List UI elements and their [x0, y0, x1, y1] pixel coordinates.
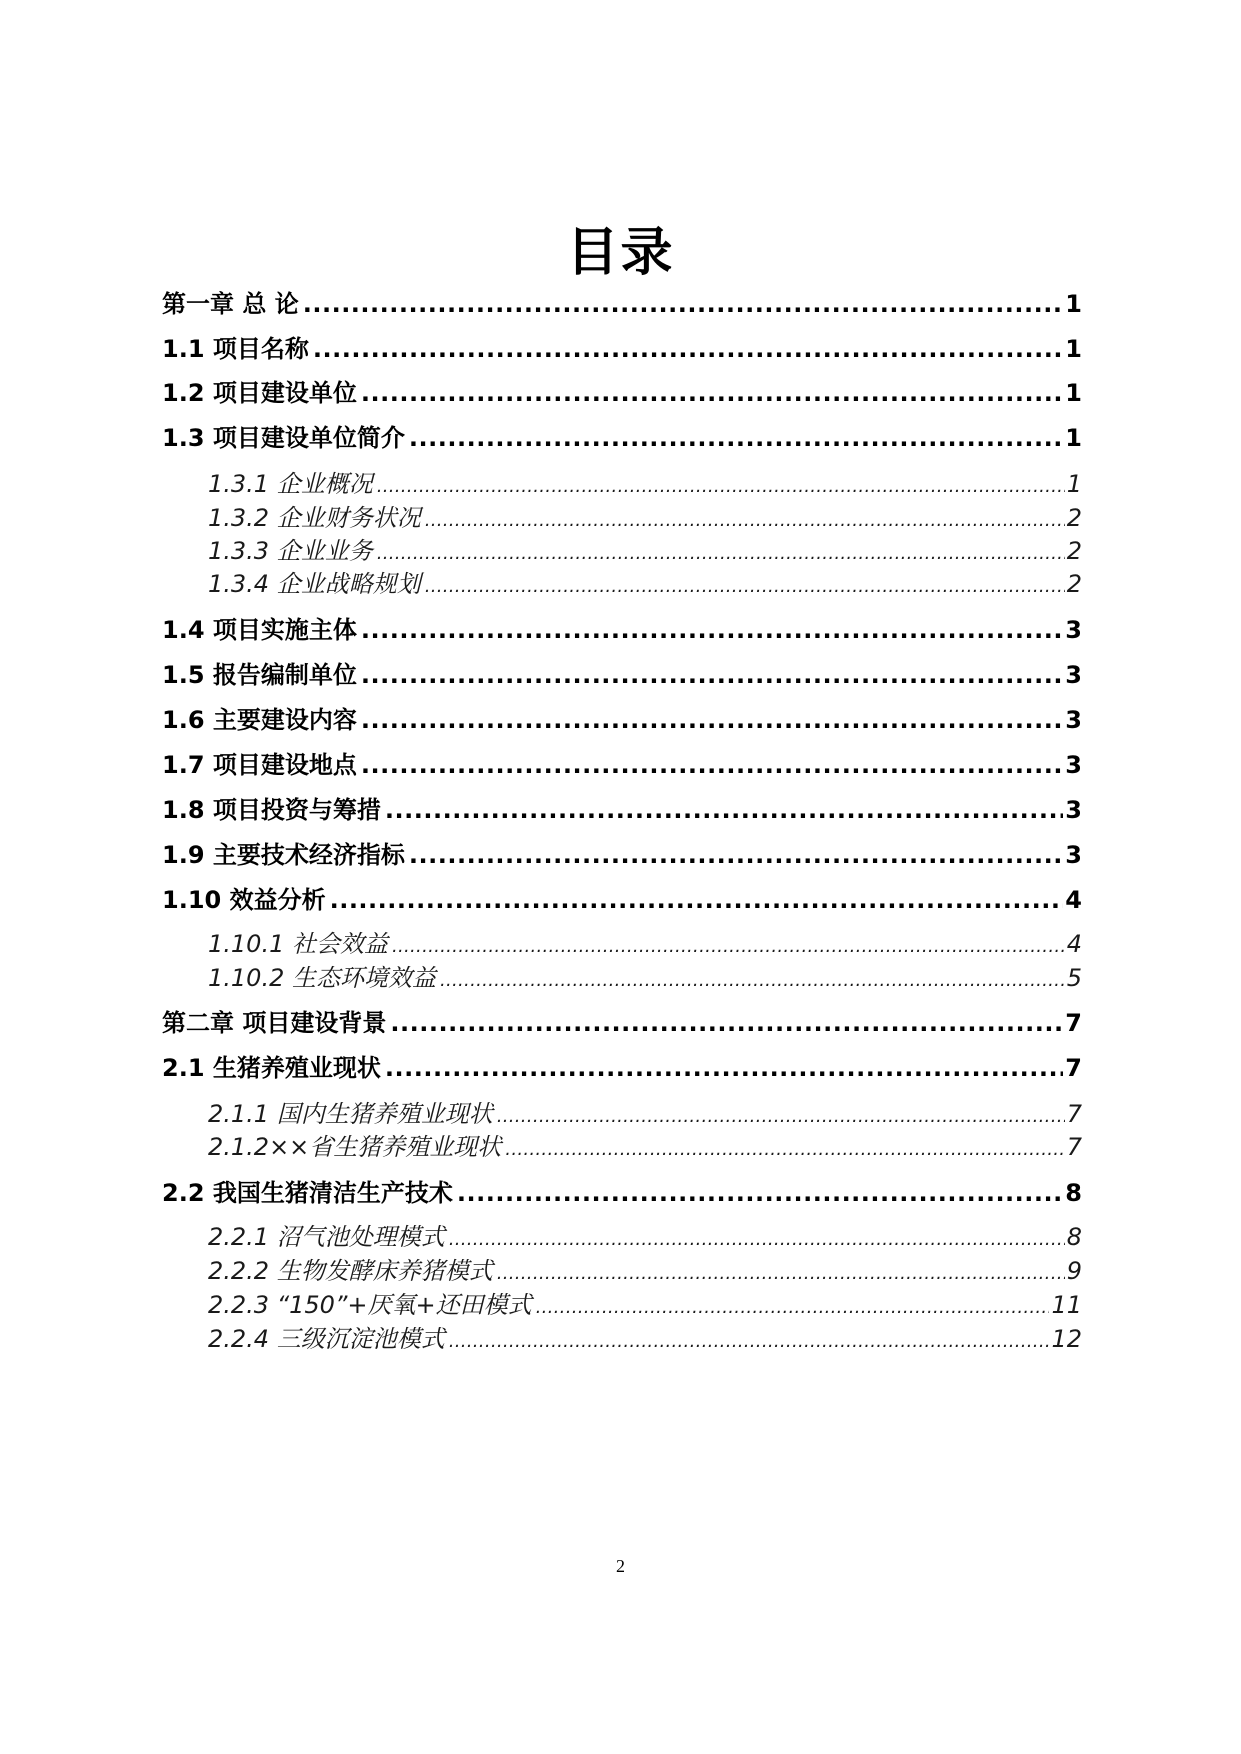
- toc-entry[interactable]: [208, 1289, 1082, 1324]
- toc-entry[interactable]: [208, 1131, 1082, 1166]
- toc-entry[interactable]: [162, 839, 1082, 871]
- toc-entry-page-number: 4: [1066, 930, 1082, 958]
- toc-entry[interactable]: [208, 568, 1082, 603]
- toc-entry-page-number: 5: [1066, 964, 1082, 992]
- toc-entry-text: 1.3.3 企业业务: [208, 537, 373, 565]
- toc-entry-page-number: 7: [1065, 1054, 1082, 1082]
- toc-entry[interactable]: [162, 659, 1082, 691]
- dot-leader: [425, 505, 1065, 537]
- dot-leader: [390, 1007, 1063, 1039]
- dot-leader: [313, 333, 1063, 365]
- toc-entry-text: 1.5 报告编制单位: [162, 661, 357, 689]
- toc-entry[interactable]: [162, 377, 1082, 409]
- toc-entry[interactable]: [162, 884, 1082, 916]
- toc-entry[interactable]: [208, 535, 1082, 570]
- toc-entry-text: 第一章 总 论: [162, 290, 299, 318]
- toc-entry[interactable]: [162, 794, 1082, 826]
- toc-entry-page-number: 7: [1066, 1133, 1082, 1161]
- toc-entry-page-number: 2: [1066, 570, 1082, 598]
- toc-entry-text: 1.3.2 企业财务状况: [208, 504, 421, 532]
- toc-entry[interactable]: [162, 749, 1082, 781]
- toc-entry-page-number: 2: [1066, 537, 1082, 565]
- toc-entry[interactable]: [208, 1098, 1082, 1133]
- dot-leader: [303, 288, 1064, 320]
- toc-entry[interactable]: [162, 422, 1082, 454]
- dot-leader: [377, 471, 1065, 503]
- dot-leader: [361, 749, 1063, 781]
- toc-entry-text: 1.3 项目建设单位简介: [162, 424, 405, 452]
- toc-entry-page-number: 11: [1051, 1291, 1082, 1319]
- dot-leader: [409, 839, 1063, 871]
- toc-entry-page-number: 1: [1066, 470, 1082, 498]
- toc-entry[interactable]: [208, 928, 1082, 963]
- toc-entry-page-number: 3: [1065, 841, 1082, 869]
- toc-entry-text: 1.3.1 企业概况: [208, 470, 373, 498]
- dot-leader: [385, 1052, 1063, 1084]
- toc-entry-text: 1.9 主要技术经济指标: [162, 841, 405, 869]
- toc-entry-page-number: 4: [1065, 886, 1082, 914]
- toc-entry[interactable]: [162, 614, 1082, 646]
- dot-leader: [497, 1101, 1065, 1133]
- toc-entry-text: 1.10.2 生态环境效益: [208, 964, 436, 992]
- dot-leader: [449, 1224, 1065, 1256]
- toc-entry[interactable]: [162, 704, 1082, 736]
- toc-entry-page-number: 2: [1066, 504, 1082, 532]
- toc-entry-page-number: 1: [1065, 290, 1082, 318]
- toc-entry[interactable]: [208, 468, 1082, 503]
- dot-leader: [440, 965, 1065, 997]
- toc-entry-text: 1.1 项目名称: [162, 335, 309, 363]
- toc-entry-page-number: 3: [1065, 796, 1082, 824]
- toc-entry-text: 2.2.3 “150”+厌氧+还田模式: [208, 1291, 532, 1319]
- page-number: 2: [616, 1556, 625, 1576]
- toc-entry-page-number: 12: [1051, 1325, 1082, 1353]
- dot-leader: [392, 931, 1065, 963]
- dot-leader: [377, 538, 1065, 570]
- toc-entry[interactable]: [208, 1221, 1082, 1256]
- toc-entry[interactable]: [208, 1255, 1082, 1290]
- toc-entry-page-number: 7: [1066, 1100, 1082, 1128]
- toc-entry-text: 1.10 效益分析: [162, 886, 326, 914]
- toc-entry-page-number: 3: [1065, 751, 1082, 779]
- dot-leader: [497, 1258, 1065, 1290]
- dot-leader: [425, 571, 1065, 603]
- toc-entry-text: 2.2.4 三级沉淀池模式: [208, 1325, 445, 1353]
- dot-leader: [361, 377, 1063, 409]
- dot-leader: [361, 614, 1063, 646]
- toc-entry-page-number: 1: [1065, 424, 1082, 452]
- toc-entry-text: 2.2.1 沼气池处理模式: [208, 1223, 445, 1251]
- toc-entry-page-number: 9: [1066, 1257, 1082, 1285]
- toc-entry[interactable]: [162, 288, 1082, 320]
- dot-leader: [361, 704, 1063, 736]
- dot-leader: [449, 1326, 1050, 1358]
- toc-entry-text: 1.2 项目建设单位: [162, 379, 357, 407]
- toc-entry-text: 1.7 项目建设地点: [162, 751, 357, 779]
- dot-leader: [330, 884, 1064, 916]
- toc-entry-page-number: 1: [1065, 335, 1082, 363]
- toc-title: 目录: [566, 223, 675, 283]
- toc-entry[interactable]: [162, 333, 1082, 365]
- toc-entry-text: 2.2.2 生物发酵床养猪模式: [208, 1257, 493, 1285]
- toc-entry-page-number: 7: [1065, 1009, 1082, 1037]
- toc-entry-page-number: 1: [1065, 379, 1082, 407]
- toc-entry-text: 1.6 主要建设内容: [162, 706, 357, 734]
- toc-entry[interactable]: [162, 1007, 1082, 1039]
- dot-leader: [361, 659, 1063, 691]
- toc-entry-text: 1.10.1 社会效益: [208, 930, 388, 958]
- toc-entry-page-number: 8: [1066, 1223, 1082, 1251]
- dot-leader: [457, 1177, 1063, 1209]
- toc-entry-text: 2.1.1 国内生猪养殖业现状: [208, 1100, 493, 1128]
- toc-entry-page-number: 8: [1065, 1179, 1082, 1207]
- dot-leader: [385, 794, 1063, 826]
- toc-entry-text: 1.8 项目投资与筹措: [162, 796, 381, 824]
- toc-entry-text: 第二章 项目建设背景: [162, 1009, 387, 1037]
- toc-entry-page-number: 3: [1065, 661, 1082, 689]
- toc-entry-text: 2.1.2××省生猪养殖业现状: [208, 1133, 502, 1161]
- toc-entry-page-number: 3: [1065, 616, 1082, 644]
- dot-leader: [505, 1134, 1064, 1166]
- toc-entry[interactable]: [208, 962, 1082, 997]
- toc-entry[interactable]: [162, 1052, 1082, 1084]
- toc-entry-text: 1.3.4 企业战略规划: [208, 570, 421, 598]
- toc-entry[interactable]: [208, 502, 1082, 537]
- toc-entry-text: 2.2 我国生猪清洁生产技术: [162, 1179, 453, 1207]
- dot-leader: [536, 1292, 1050, 1324]
- toc-entry[interactable]: [208, 1323, 1082, 1358]
- toc-entry-text: 2.1 生猪养殖业现状: [162, 1054, 381, 1082]
- dot-leader: [409, 422, 1063, 454]
- toc-entry-page-number: 3: [1065, 706, 1082, 734]
- toc-entry[interactable]: [162, 1177, 1082, 1209]
- toc-entry-text: 1.4 项目实施主体: [162, 616, 357, 644]
